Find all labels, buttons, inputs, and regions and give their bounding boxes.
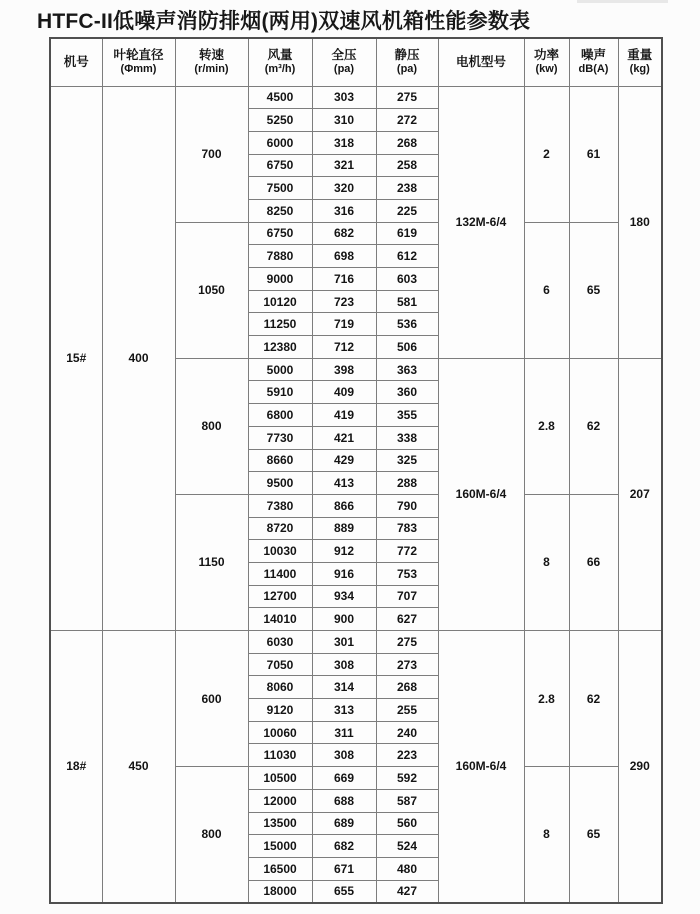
cell-airflow: 6030 bbox=[248, 631, 312, 654]
cell-total-pressure: 318 bbox=[312, 131, 376, 154]
cell-airflow: 6750 bbox=[248, 154, 312, 177]
cell-airflow: 7880 bbox=[248, 245, 312, 268]
cell-static-pressure: 223 bbox=[376, 744, 438, 767]
cell-airflow: 6750 bbox=[248, 222, 312, 245]
cell-airflow: 5250 bbox=[248, 109, 312, 132]
col-header-label: 机号 bbox=[63, 54, 89, 69]
cell-total-pressure: 303 bbox=[312, 86, 376, 109]
col-header-label: 全压 bbox=[331, 48, 357, 63]
cell-total-pressure: 313 bbox=[312, 699, 376, 722]
cell-total-pressure: 669 bbox=[312, 767, 376, 790]
cell-noise: 62 bbox=[569, 631, 618, 767]
cell-motor-model: 160M-6/4 bbox=[438, 358, 524, 630]
cell-airflow: 10500 bbox=[248, 767, 312, 790]
cell-motor-model: 160M-6/4 bbox=[438, 631, 524, 903]
cell-total-pressure: 316 bbox=[312, 199, 376, 222]
cell-airflow: 5910 bbox=[248, 381, 312, 404]
cell-total-pressure: 310 bbox=[312, 109, 376, 132]
col-header-noise bbox=[569, 38, 618, 86]
col-header-unit: (m³/h) bbox=[264, 63, 296, 76]
cell-power: 8 bbox=[524, 494, 569, 630]
cell-total-pressure: 321 bbox=[312, 154, 376, 177]
cell-static-pressure: 707 bbox=[376, 585, 438, 608]
table-row bbox=[50, 631, 662, 654]
cell-airflow: 11250 bbox=[248, 313, 312, 336]
col-header-airflow bbox=[248, 38, 312, 86]
cell-static-pressure: 225 bbox=[376, 199, 438, 222]
col-header-machine-model bbox=[50, 38, 102, 86]
cell-static-pressure: 238 bbox=[376, 177, 438, 200]
cell-airflow: 9120 bbox=[248, 699, 312, 722]
col-header-label: 风量 bbox=[267, 48, 293, 63]
col-header-unit: (pa) bbox=[396, 63, 418, 76]
cell-total-pressure: 311 bbox=[312, 721, 376, 744]
cell-total-pressure: 421 bbox=[312, 426, 376, 449]
cell-total-pressure: 682 bbox=[312, 835, 376, 858]
cell-static-pressure: 275 bbox=[376, 86, 438, 109]
col-header-speed bbox=[175, 38, 248, 86]
cell-static-pressure: 338 bbox=[376, 426, 438, 449]
cell-total-pressure: 900 bbox=[312, 608, 376, 631]
cell-total-pressure: 682 bbox=[312, 222, 376, 245]
cell-impeller-diameter: 400 bbox=[102, 86, 175, 631]
cell-airflow: 7730 bbox=[248, 426, 312, 449]
cell-static-pressure: 255 bbox=[376, 699, 438, 722]
cell-weight: 180 bbox=[618, 86, 662, 358]
cell-total-pressure: 719 bbox=[312, 313, 376, 336]
cell-airflow: 7380 bbox=[248, 494, 312, 517]
cell-total-pressure: 934 bbox=[312, 585, 376, 608]
cell-speed: 700 bbox=[175, 86, 248, 222]
col-header-power bbox=[524, 38, 569, 86]
cell-total-pressure: 889 bbox=[312, 517, 376, 540]
cell-speed: 1050 bbox=[175, 222, 248, 358]
col-header-label: 功率 bbox=[533, 48, 559, 63]
col-header-unit: dB(A) bbox=[578, 63, 609, 76]
cell-noise: 62 bbox=[569, 358, 618, 494]
cell-static-pressure: 612 bbox=[376, 245, 438, 268]
cell-noise: 61 bbox=[569, 86, 618, 222]
cell-total-pressure: 698 bbox=[312, 245, 376, 268]
cell-total-pressure: 409 bbox=[312, 381, 376, 404]
cell-static-pressure: 506 bbox=[376, 336, 438, 359]
cell-speed: 800 bbox=[175, 767, 248, 903]
table-body bbox=[50, 86, 662, 903]
col-header-unit: (kw) bbox=[535, 63, 558, 76]
cell-airflow: 8720 bbox=[248, 517, 312, 540]
cell-static-pressure: 581 bbox=[376, 290, 438, 313]
cell-speed: 600 bbox=[175, 631, 248, 767]
cell-static-pressure: 753 bbox=[376, 562, 438, 585]
cell-power: 2.8 bbox=[524, 358, 569, 494]
cell-static-pressure: 272 bbox=[376, 109, 438, 132]
cell-noise: 65 bbox=[569, 767, 618, 903]
table-row bbox=[50, 86, 662, 109]
cell-power: 2 bbox=[524, 86, 569, 222]
cell-total-pressure: 688 bbox=[312, 789, 376, 812]
cell-static-pressure: 355 bbox=[376, 404, 438, 427]
col-header-label: 静压 bbox=[394, 48, 420, 63]
col-header-unit: (kg) bbox=[629, 63, 650, 76]
cell-airflow: 6800 bbox=[248, 404, 312, 427]
cell-airflow: 16500 bbox=[248, 857, 312, 880]
cell-static-pressure: 592 bbox=[376, 767, 438, 790]
cell-noise: 65 bbox=[569, 222, 618, 358]
cell-noise: 66 bbox=[569, 494, 618, 630]
cell-machine-model: 18# bbox=[50, 631, 102, 903]
cell-impeller-diameter: 450 bbox=[102, 631, 175, 903]
cell-total-pressure: 671 bbox=[312, 857, 376, 880]
cell-total-pressure: 301 bbox=[312, 631, 376, 654]
cell-total-pressure: 398 bbox=[312, 358, 376, 381]
cell-total-pressure: 866 bbox=[312, 494, 376, 517]
col-header-unit: (pa) bbox=[333, 63, 355, 76]
cell-airflow: 18000 bbox=[248, 880, 312, 903]
cell-airflow: 10120 bbox=[248, 290, 312, 313]
cell-airflow: 6000 bbox=[248, 131, 312, 154]
col-header-label: 重量 bbox=[627, 48, 653, 63]
cell-total-pressure: 308 bbox=[312, 744, 376, 767]
col-header-total-pressure bbox=[312, 38, 376, 86]
cell-airflow: 10060 bbox=[248, 721, 312, 744]
cell-total-pressure: 912 bbox=[312, 540, 376, 563]
col-header-weight bbox=[618, 38, 662, 86]
cell-static-pressure: 480 bbox=[376, 857, 438, 880]
cell-static-pressure: 268 bbox=[376, 676, 438, 699]
cell-total-pressure: 916 bbox=[312, 562, 376, 585]
cell-motor-model: 132M-6/4 bbox=[438, 86, 524, 358]
col-header-label: 噪声 bbox=[580, 48, 606, 63]
cell-airflow: 5000 bbox=[248, 358, 312, 381]
fan-spec-table bbox=[49, 37, 663, 904]
cell-airflow: 11400 bbox=[248, 562, 312, 585]
col-header-label: 叶轮直径 bbox=[113, 48, 164, 63]
cell-power: 8 bbox=[524, 767, 569, 903]
cell-static-pressure: 275 bbox=[376, 631, 438, 654]
col-header-static-pressure bbox=[376, 38, 438, 86]
cell-airflow: 7050 bbox=[248, 653, 312, 676]
cell-static-pressure: 363 bbox=[376, 358, 438, 381]
cell-total-pressure: 712 bbox=[312, 336, 376, 359]
table-header bbox=[50, 38, 662, 86]
cell-static-pressure: 524 bbox=[376, 835, 438, 858]
cell-airflow: 9000 bbox=[248, 268, 312, 291]
cell-weight: 207 bbox=[618, 358, 662, 630]
cell-speed: 800 bbox=[175, 358, 248, 494]
cropped-ui-fragment bbox=[577, 0, 668, 3]
cell-airflow: 4500 bbox=[248, 86, 312, 109]
cell-static-pressure: 627 bbox=[376, 608, 438, 631]
cell-power: 2.8 bbox=[524, 631, 569, 767]
cell-airflow: 8060 bbox=[248, 676, 312, 699]
cell-weight: 290 bbox=[618, 631, 662, 903]
cell-static-pressure: 536 bbox=[376, 313, 438, 336]
cell-static-pressure: 790 bbox=[376, 494, 438, 517]
cell-total-pressure: 689 bbox=[312, 812, 376, 835]
cell-airflow: 9500 bbox=[248, 472, 312, 495]
cell-airflow: 11030 bbox=[248, 744, 312, 767]
cell-static-pressure: 240 bbox=[376, 721, 438, 744]
cell-airflow: 12000 bbox=[248, 789, 312, 812]
cell-airflow: 8660 bbox=[248, 449, 312, 472]
cell-static-pressure: 360 bbox=[376, 381, 438, 404]
cell-total-pressure: 655 bbox=[312, 880, 376, 903]
cell-static-pressure: 603 bbox=[376, 268, 438, 291]
cell-total-pressure: 419 bbox=[312, 404, 376, 427]
cell-airflow: 15000 bbox=[248, 835, 312, 858]
cell-airflow: 12380 bbox=[248, 336, 312, 359]
col-header-label: 转速 bbox=[198, 48, 224, 63]
cell-airflow: 8250 bbox=[248, 199, 312, 222]
cell-static-pressure: 268 bbox=[376, 131, 438, 154]
cell-airflow: 12700 bbox=[248, 585, 312, 608]
cell-static-pressure: 772 bbox=[376, 540, 438, 563]
cell-total-pressure: 314 bbox=[312, 676, 376, 699]
cell-static-pressure: 619 bbox=[376, 222, 438, 245]
cell-static-pressure: 587 bbox=[376, 789, 438, 812]
cell-total-pressure: 413 bbox=[312, 472, 376, 495]
cell-total-pressure: 429 bbox=[312, 449, 376, 472]
cell-power: 6 bbox=[524, 222, 569, 358]
cell-speed: 1150 bbox=[175, 494, 248, 630]
cell-static-pressure: 427 bbox=[376, 880, 438, 903]
cell-static-pressure: 273 bbox=[376, 653, 438, 676]
cell-static-pressure: 325 bbox=[376, 449, 438, 472]
cell-airflow: 10030 bbox=[248, 540, 312, 563]
page-title: HTFC-II低噪声消防排烟(两用)双速风机箱性能参数表 bbox=[37, 10, 531, 33]
col-header-motor-model bbox=[438, 38, 524, 86]
col-header-label: 电机型号 bbox=[455, 54, 506, 69]
cell-total-pressure: 320 bbox=[312, 177, 376, 200]
col-header-unit: (Φmm) bbox=[120, 63, 157, 76]
cell-total-pressure: 308 bbox=[312, 653, 376, 676]
cell-static-pressure: 783 bbox=[376, 517, 438, 540]
col-header-impeller-diameter bbox=[102, 38, 175, 86]
cell-total-pressure: 723 bbox=[312, 290, 376, 313]
cell-static-pressure: 560 bbox=[376, 812, 438, 835]
cell-total-pressure: 716 bbox=[312, 268, 376, 291]
cell-static-pressure: 258 bbox=[376, 154, 438, 177]
cell-machine-model: 15# bbox=[50, 86, 102, 631]
header-row bbox=[50, 38, 662, 86]
cell-static-pressure: 288 bbox=[376, 472, 438, 495]
cell-airflow: 7500 bbox=[248, 177, 312, 200]
col-header-unit: (r/min) bbox=[194, 63, 229, 76]
cell-airflow: 13500 bbox=[248, 812, 312, 835]
cell-airflow: 14010 bbox=[248, 608, 312, 631]
